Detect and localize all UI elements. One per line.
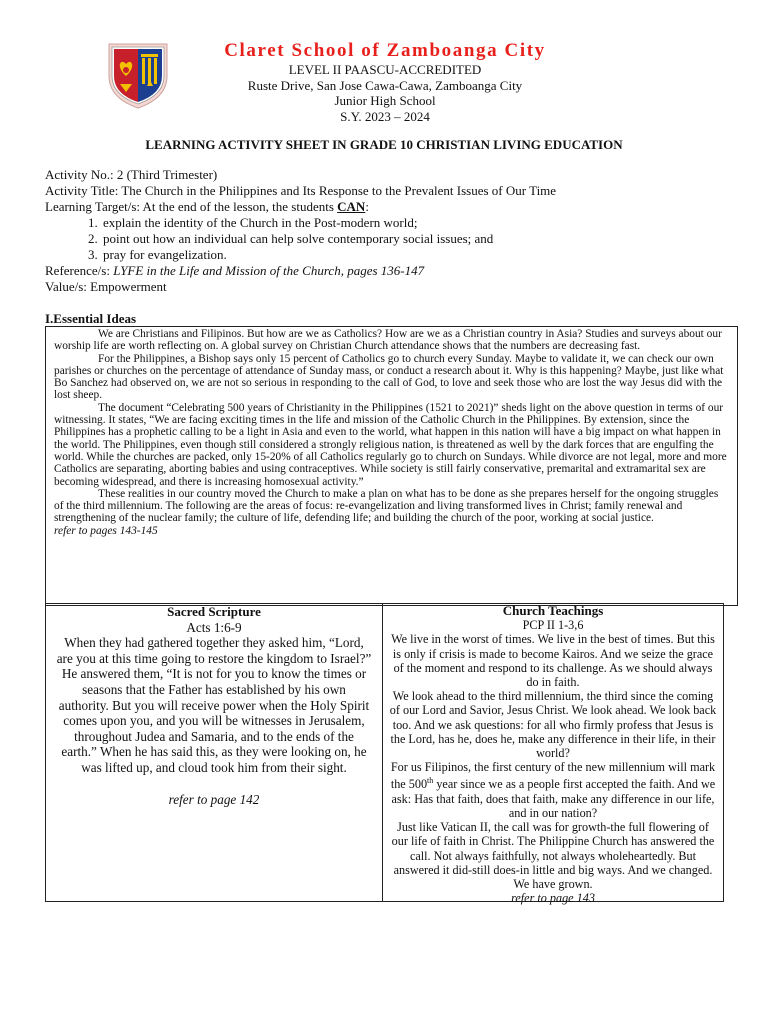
accreditation-line: LEVEL II PAASCU-ACCREDITED [288, 62, 482, 77]
document-header [175, 40, 595, 124]
teachings-paragraph: Just like Vatican II, the call was for growth-the full flowering of our life of faith in Christ. The Philippine Church has answered the call. Not always faithfully, not always wholeheartedly. But answered it did-still does-in little and big ways. And we changed. We have grown. [391, 820, 715, 891]
sacred-scripture-heading: Sacred Scripture [167, 604, 261, 619]
activity-title: Activity Title: The Church in the Philippines and Its Response to the Prevalent Issues of Our Time [45, 183, 557, 198]
teachings-paragraph: We look ahead to the third millennium, the third since the coming of our Lord and Savior, Jesus Christ. We look ahead. We look back too. And we ask questions: for all who firmly profess that Jesus is the Lord, has he, does he, make any difference in their life, in their world? [389, 689, 717, 761]
learning-target-can: CAN [337, 199, 366, 214]
school-seal-logo [95, 40, 177, 110]
activity-number: Activity No.: 2 (Third Trimester) [45, 167, 218, 182]
teachings-reference: refer to page 143 [511, 891, 595, 906]
learning-target [45, 199, 735, 215]
learning-target-item: 3. pray for evangelization. [101, 247, 735, 263]
church-teachings-heading: Church Teachings [502, 603, 604, 618]
teachings-paragraph: We live in the worst of times. We live in the best of times. But this is only if crisis is made to become Kairos. And we seize the grace of the moment and respond to its challenge. As we should always do in faith. [391, 632, 715, 690]
learning-target-suffix: : [365, 199, 369, 214]
teachings-text: For us Filipinos, the first century of the new millennium will mark the 500 [390, 760, 716, 792]
learning-target-prefix: Learning Target/s: At the end of the lesson, the students [45, 199, 338, 214]
scripture-teachings-table [45, 603, 724, 906]
scripture-citation: Acts 1:6-9 [186, 619, 242, 635]
school-name: Claret School of Zamboanga City [224, 40, 546, 61]
essential-paragraph: We are Christians and Filipinos. But how are we as Catholics? How are we as a Christian country in Asia? Studies and surveys about our worship life are worth reflecting on. A global survey on Christian Church attendance shows that the numbers are decreasing fast. [54, 328, 722, 353]
superscript-ordinal: th [427, 776, 434, 786]
values-line: Value/s: Empowerment [45, 279, 167, 294]
essential-ideas-box [45, 326, 738, 606]
reference-prefix: Reference/s: [45, 263, 114, 278]
essential-ideas-heading: I.Essential Ideas [45, 311, 137, 326]
learning-target-item: 1. explain the identity of the Church in the Post-modern world; [101, 215, 735, 231]
sacred-scripture-column [46, 604, 383, 901]
reference-line [45, 263, 735, 279]
learning-target-item: 2. point out how an individual can help solve contemporary social issues; and [101, 231, 735, 247]
essential-paragraph: These realities in our country moved the Church to make a plan on what has to be done as she prepares herself for the ongoing struggles of the third millennium. The following are the areas of focus: re-evangelization and living transformed lives in Christ; family renewal and strengthening of the nuclear family; the culture of life, defending life; and building the church of the poor, working at social justice. [54, 487, 719, 525]
school-year: S.Y. 2023 – 2024 [340, 108, 430, 124]
church-teachings-column [383, 603, 723, 906]
essential-reference: refer to pages 143-145 [54, 524, 158, 537]
teachings-text: year since we as a people first accepted the faith. And we ask: Has that faith, does that faith, make any difference in our life, and in our nation? [391, 777, 716, 820]
learning-target-list [45, 215, 735, 263]
sheet-title: LEARNING ACTIVITY SHEET IN GRADE 10 CHRISTIAN LIVING EDUCATION [145, 137, 623, 152]
activity-info [45, 167, 735, 295]
department-line: Junior High School [334, 93, 436, 109]
teachings-citation: PCP II 1-3,6 [522, 618, 584, 633]
essential-paragraph: The document “Celebrating 500 years of Christianity in the Philippines (1521 to 2021)” sheds light on the above question in terms of our witnessing. It states, “We are facing exciting times in the life and mission of the Catholic Church in the Philippines. By extension, since the Philippines has a prophetic calling to be a light in Asia and even to the world, what happen in this nation will have a big impact on what happen in the world. The Philippines, even though still considered a strongly religious nation, is threatened as well by the dark forces that are engulfing the world. While the churches are packed, only 15-20% of all Catholics regularly go to church on Sundays. While divorce are not legal, more and more Catholics are separating, aborting babies and using contraceptives. While society is still fairly conservative, premarital and extramarital sex are becoming widespread, and there is increasing homosexual activity.” [54, 401, 727, 488]
reference-title: LYFE in the Life and Mission of the Church, pages 136-147 [113, 263, 425, 278]
scripture-reference: refer to page 142 [168, 791, 260, 807]
essential-paragraph: For the Philippines, a Bishop says only 15 percent of Catholics go to church every Sunday. Maybe to validate it, we can check our own parishes or churches on the percentage of attendance of Sunday mass, or conduct a research about it. Why is this happening? Maybe, just like what Bo Sanchez had observed on, we are not so serious in responding to the call of God, to love and seek those who are lost the way Jesus did with the lost sheep. [54, 352, 724, 402]
scripture-text: When they had gathered together they asked him, “Lord, are you at this time going to restore the kingdom to Israel?” He answered them, “It is not for you to know the times or seasons that the Father has established by his own authority. But you will receive power when the Holy Spirit comes upon you, and you will be witnesses in Jerusalem, throughout Judea and Samaria, and to the ends of the earth.” When he has said this, as they were looking on, he was lifted up, and cloud took him from their sight. [56, 635, 372, 775]
school-address: Ruste Drive, San Jose Cawa-Cawa, Zamboanga City [247, 77, 523, 93]
teachings-paragraph [389, 760, 717, 820]
